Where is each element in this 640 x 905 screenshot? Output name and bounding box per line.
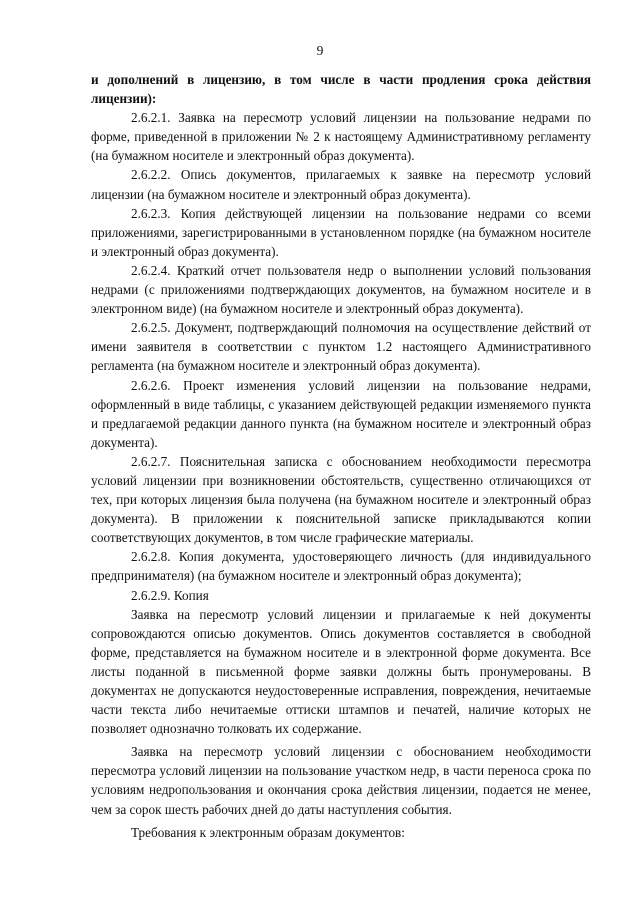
paragraph-electronic-requirements: Требования к электронным образам документов: — [131, 824, 405, 840]
paragraph-2-6-2-8: 2.6.2.8. Копия документа, удостоверяющего личность (для индивидуального предпринимателя) (на бумажном носителе и электронный образ документа); — [91, 549, 591, 584]
paragraph-2-6-2-4: 2.6.2.4. Краткий отчет пользователя недр о выполнении условий пользования недрами (с приложениями подтверждающих документов, на бумажном носителе и в электронном виде) (на бумажном носителе и электронный образ документа). — [91, 262, 591, 317]
paragraph-application-inventory: Заявка на пересмотр условий лицензии и прилагаемые к ней документы сопровождаются описью документов. Опись документов составляется в свободной форме, представляется на бумажном носителе и в электронной форме документа. Все листы поданной в письменной форме заявки должны быть пронумерованы. В документах не допускаются неудостоверенные исправления, повреждения, нечитаемые части текста либо нечитаемые оттиски штампов и печатей, наличие которых не позволяет однозначно толковать их содержание. — [91, 606, 591, 737]
page-number: 9 — [316, 43, 324, 58]
paragraph-2-6-2-1: 2.6.2.1. Заявка на пересмотр условий лицензии на пользование недрами по форме, приведенной в приложении № 2 к настоящему Административному регламенту (на бумажном носителе и электронный образ документа). — [91, 110, 591, 164]
paragraph-2-6-2-3: 2.6.2.3. Копия действующей лицензии на пользование недрами со всеми приложениями, зарегистрированными в установленном порядке (на бумажном носителе и электронный образ документа). — [91, 205, 591, 259]
paragraph-continuation-heading: и дополнений в лицензию, в том числе в части продления срока действия лицензии): — [91, 72, 591, 107]
paragraph-2-6-2-7: 2.6.2.7. Пояснительная записка с обоснованием необходимости пересмотра условий лицензии при возникновении обстоятельств, существенно отличающихся от тех, при которых лицензия была получена (на бумажном носителе и электронный образ документа). В приложении к пояснительной записке прикладываются копии соответствующих документов, в том числе графические материалы. — [91, 453, 591, 546]
paragraph-2-6-2-5: 2.6.2.5. Документ, подтверждающий полномочия на осуществление действий от имени заявителя в соответствии с пунктом 1.2 настоящего Административного регламента (на бумажном носителе и электронный образ документа). — [91, 320, 591, 374]
paragraph-2-6-2-2: 2.6.2.2. Опись документов, прилагаемых к заявке на пересмотр условий лицензии (на бумажном носителе и электронный образ документа). — [91, 167, 591, 202]
paragraph-2-6-2-6: 2.6.2.6. Проект изменения условий лицензии на пользование недрами, оформленный в виде таблицы, с указанием действующей редакции изменяемого пункта и предлагаемой редакции данного пункта (на бумажном носителе и электронный образ документа). — [91, 377, 591, 450]
document-body — [91, 70, 591, 842]
paragraph-2-6-2-9: 2.6.2.9. Копия — [131, 587, 209, 603]
paragraph-application-deadline: Заявка на пересмотр условий лицензии с обоснованием необходимости пересмотра условий лицензии на пользование участком недр, в части переноса срока по условиям недропользования и окончания срока действия лицензии, подается не менее, чем за сорок шесть рабочих дней до даты наступления события. — [91, 744, 591, 817]
